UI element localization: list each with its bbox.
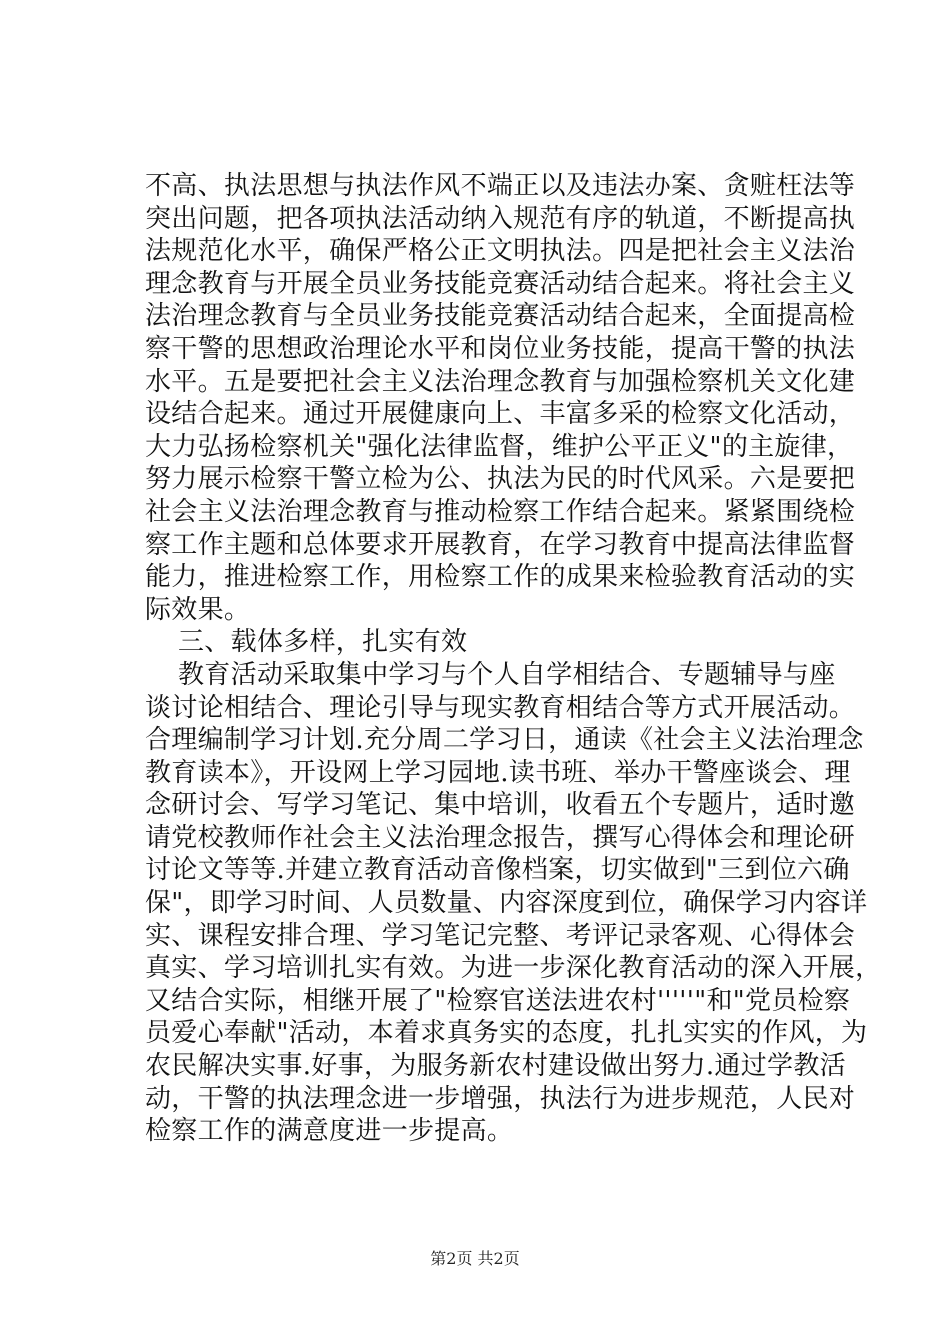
body-line: 法规范化水平，确保严格公正文明执法。四是把社会主义法治 [145, 236, 856, 267]
body-line: 动，干警的执法理念进一步增强，执法行为进步规范，人民对 [145, 1083, 856, 1114]
body-line: 教育活动采取集中学习与个人自学相结合、专题辅导与座 [178, 659, 836, 690]
body-line: 真实、学习培训扎实有效。为进一步深化教育活动的深入开展， [145, 953, 882, 984]
body-line: 员爱心奉献"活动，本着求真务实的态度，扎扎实实的作风，为 [145, 1018, 868, 1049]
body-line: 又结合实际，相继开展了"检察官送法进农村'''''"和"党员检察 [145, 985, 851, 1016]
body-line: 检察工作的满意度进一步提高。 [145, 1116, 514, 1147]
body-line: 社会主义法治理念教育与推动检察工作结合起来。紧紧围绕检 [145, 496, 856, 527]
body-line: 大力弘扬检察机关"强化法律监督，维护公平正义"的主旋律， [145, 431, 854, 462]
document-body [145, 170, 882, 1148]
body-line: 农民解决实事.好事，为服务新农村建设做出努力.通过学教活 [145, 1051, 846, 1082]
body-line: 谈讨论相结合、理论引导与现实教育相结合等方式开展活动。 [145, 692, 856, 723]
body-line: 突出问题，把各项执法活动纳入规范有序的轨道，不断提高执 [145, 203, 856, 234]
section-heading: 三、载体多样，扎实有效 [178, 627, 468, 658]
body-line: 际效果。 [145, 594, 251, 625]
body-line: 察干警的思想政治理论水平和岗位业务技能，提高干警的执法 [145, 333, 856, 364]
body-line: 实、课程安排合理、学习笔记完整、考评记录客观、心得体会 [145, 920, 856, 951]
body-line: 能力，推进检察工作，用检察工作的成果来检验教育活动的实 [145, 562, 856, 593]
body-line: 设结合起来。通过开展健康向上、丰富多采的检察文化活动， [145, 399, 856, 430]
body-line: 念研讨会、写学习笔记、集中培训，收看五个专题片，适时邀 [145, 790, 856, 821]
body-line: 讨论文等等.并建立教育活动音像档案，切实做到"三到位六确 [145, 855, 850, 886]
page-number-label: 第2页 共2页 [430, 1249, 520, 1268]
body-line: 请党校教师作社会主义法治理念报告，撰写心得体会和理论研 [145, 822, 856, 853]
body-line: 保"，即学习时间、人员数量、内容深度到位，确保学习内容详 [145, 888, 868, 919]
body-line: 水平。五是要把社会主义法治理念教育与加强检察机关文化建 [145, 366, 856, 397]
body-line: 法治理念教育与全员业务技能竞赛活动结合起来，全面提高检 [145, 301, 856, 332]
body-line: 理念教育与开展全员业务技能竞赛活动结合起来。将社会主义 [145, 268, 856, 299]
body-line: 不高、执法思想与执法作风不端正以及违法办案、贪赃枉法等 [145, 171, 856, 201]
body-line: 察工作主题和总体要求开展教育，在学习教育中提高法律监督 [145, 529, 856, 560]
body-line: 努力展示检察干警立检为公、执法为民的时代风采。六是要把 [145, 464, 856, 495]
page-footer [0, 1246, 950, 1269]
body-line: 教育读本》，开设网上学习园地.读书班、举办干警座谈会、理 [145, 757, 851, 788]
body-line: 合理编制学习计划.充分周二学习日，通读《社会主义法治理念 [145, 725, 864, 756]
